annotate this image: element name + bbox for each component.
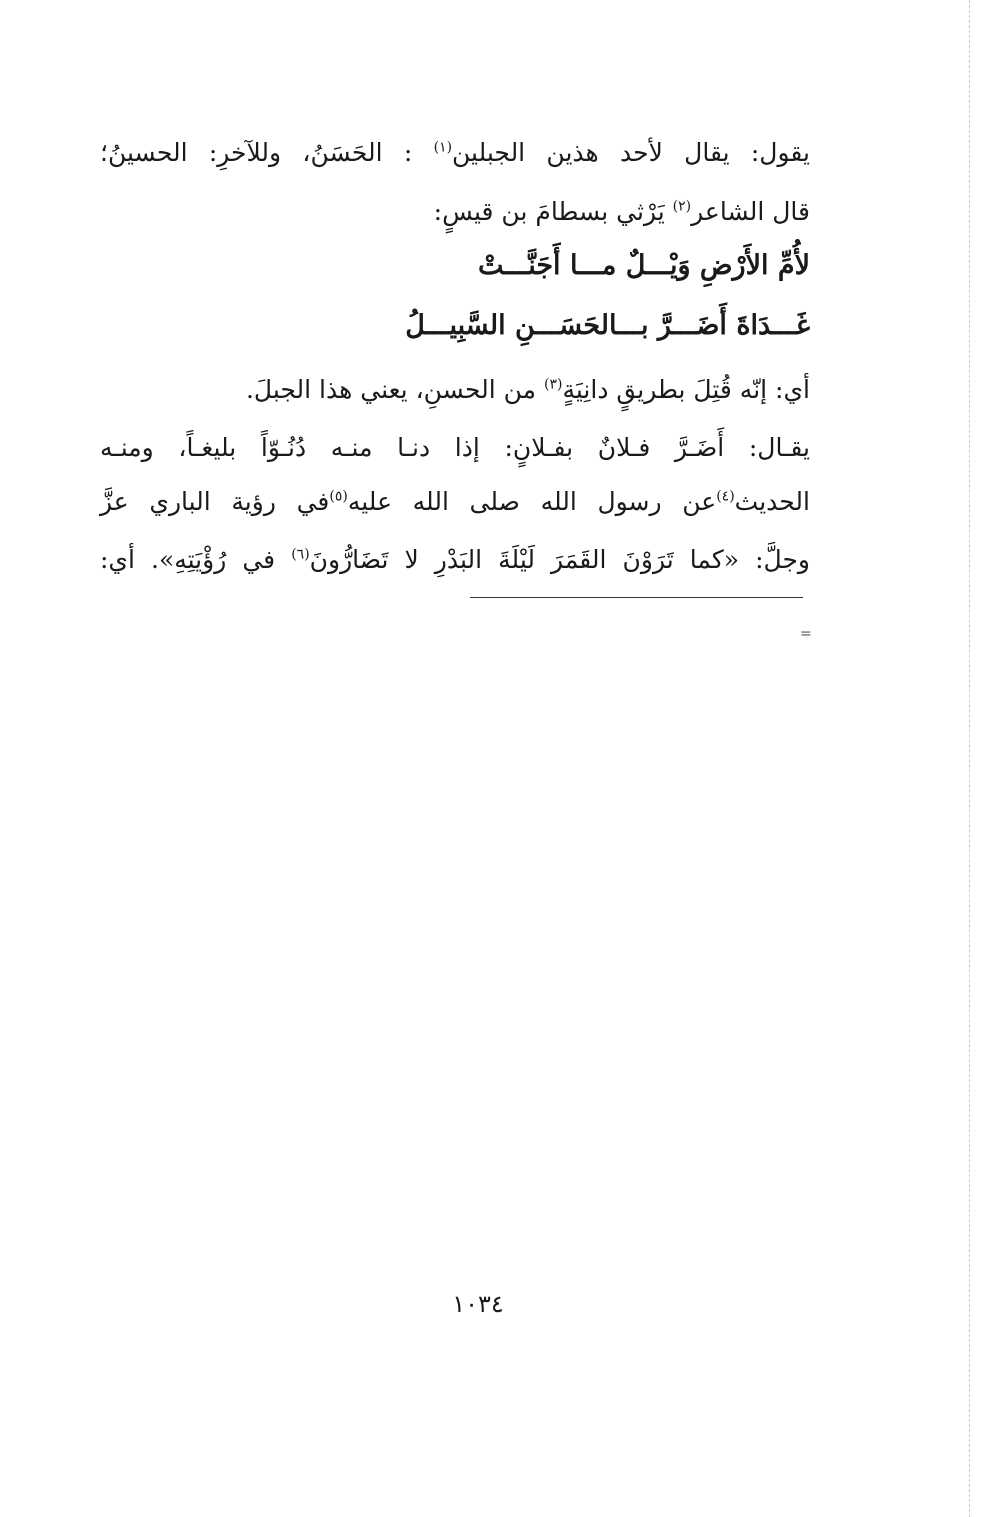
footnote-marker-1: (١)	[433, 139, 453, 156]
text-segment: من الحسنِ، يعني هذا الجبلَ.	[245, 375, 545, 404]
text-segment: وجلَّ: «كما تَرَوْنَ القَمَرَ لَيْلَةَ البَدْرِ لا تَضَارُّونَ	[309, 545, 810, 574]
text-segment: قال الشاعر	[691, 197, 810, 226]
text-line-2	[100, 197, 810, 226]
text-line-5	[100, 487, 810, 516]
continuation-mark: =	[800, 626, 812, 642]
footnote-marker-2: (٢)	[672, 198, 692, 215]
scan-edge-line	[969, 0, 970, 1517]
text-segment: عن رسول الله صلى الله عليه	[347, 487, 717, 516]
footnote-marker-4: (٤)	[716, 488, 735, 505]
text-segment: : الحَسَنُ، وللآخرِ: الحسينُ؛	[100, 138, 434, 167]
text-line-1	[100, 138, 810, 167]
text-line-6	[100, 545, 810, 574]
footnote-separator	[470, 597, 803, 598]
text-line-3	[100, 375, 810, 404]
page-number: ١٠٣٤	[452, 1290, 504, 1318]
verse-hemistich-2: غَـــدَاةَ أَضَـــرَّ بـــالحَسَـــنِ السَّبِيـــلُ	[405, 310, 810, 341]
text-segment: أي: إنّه قُتِلَ بطريقٍ دانِيَةٍ	[562, 375, 810, 404]
text-segment: يَرْثي بسطامَ بن قيسٍ:	[433, 197, 673, 226]
text-line-4: يقـال: أَضَـرَّ فـلانٌ بفـلانٍ: إذا دنـا منـه دُنُـوّاً بليغـاً، ومنـه	[100, 433, 810, 462]
footnote-marker-5: (٥)	[329, 488, 348, 505]
text-segment: في رؤية الباري عزَّ	[100, 487, 330, 516]
text-segment: في رُؤْيَتِهِ». أي:	[100, 545, 292, 574]
text-segment: يقول: يقال لأحد هذين الجبلين	[452, 138, 810, 167]
text-segment: الحديث	[734, 487, 810, 516]
footnote-marker-6: (٦)	[291, 546, 310, 563]
verse-hemistich-1: لأُمِّ الأَرْضِ وَيْـــلٌ مـــا أَجَنَّـــتْ	[477, 250, 810, 281]
footnote-marker-3: (٣)	[544, 376, 563, 393]
